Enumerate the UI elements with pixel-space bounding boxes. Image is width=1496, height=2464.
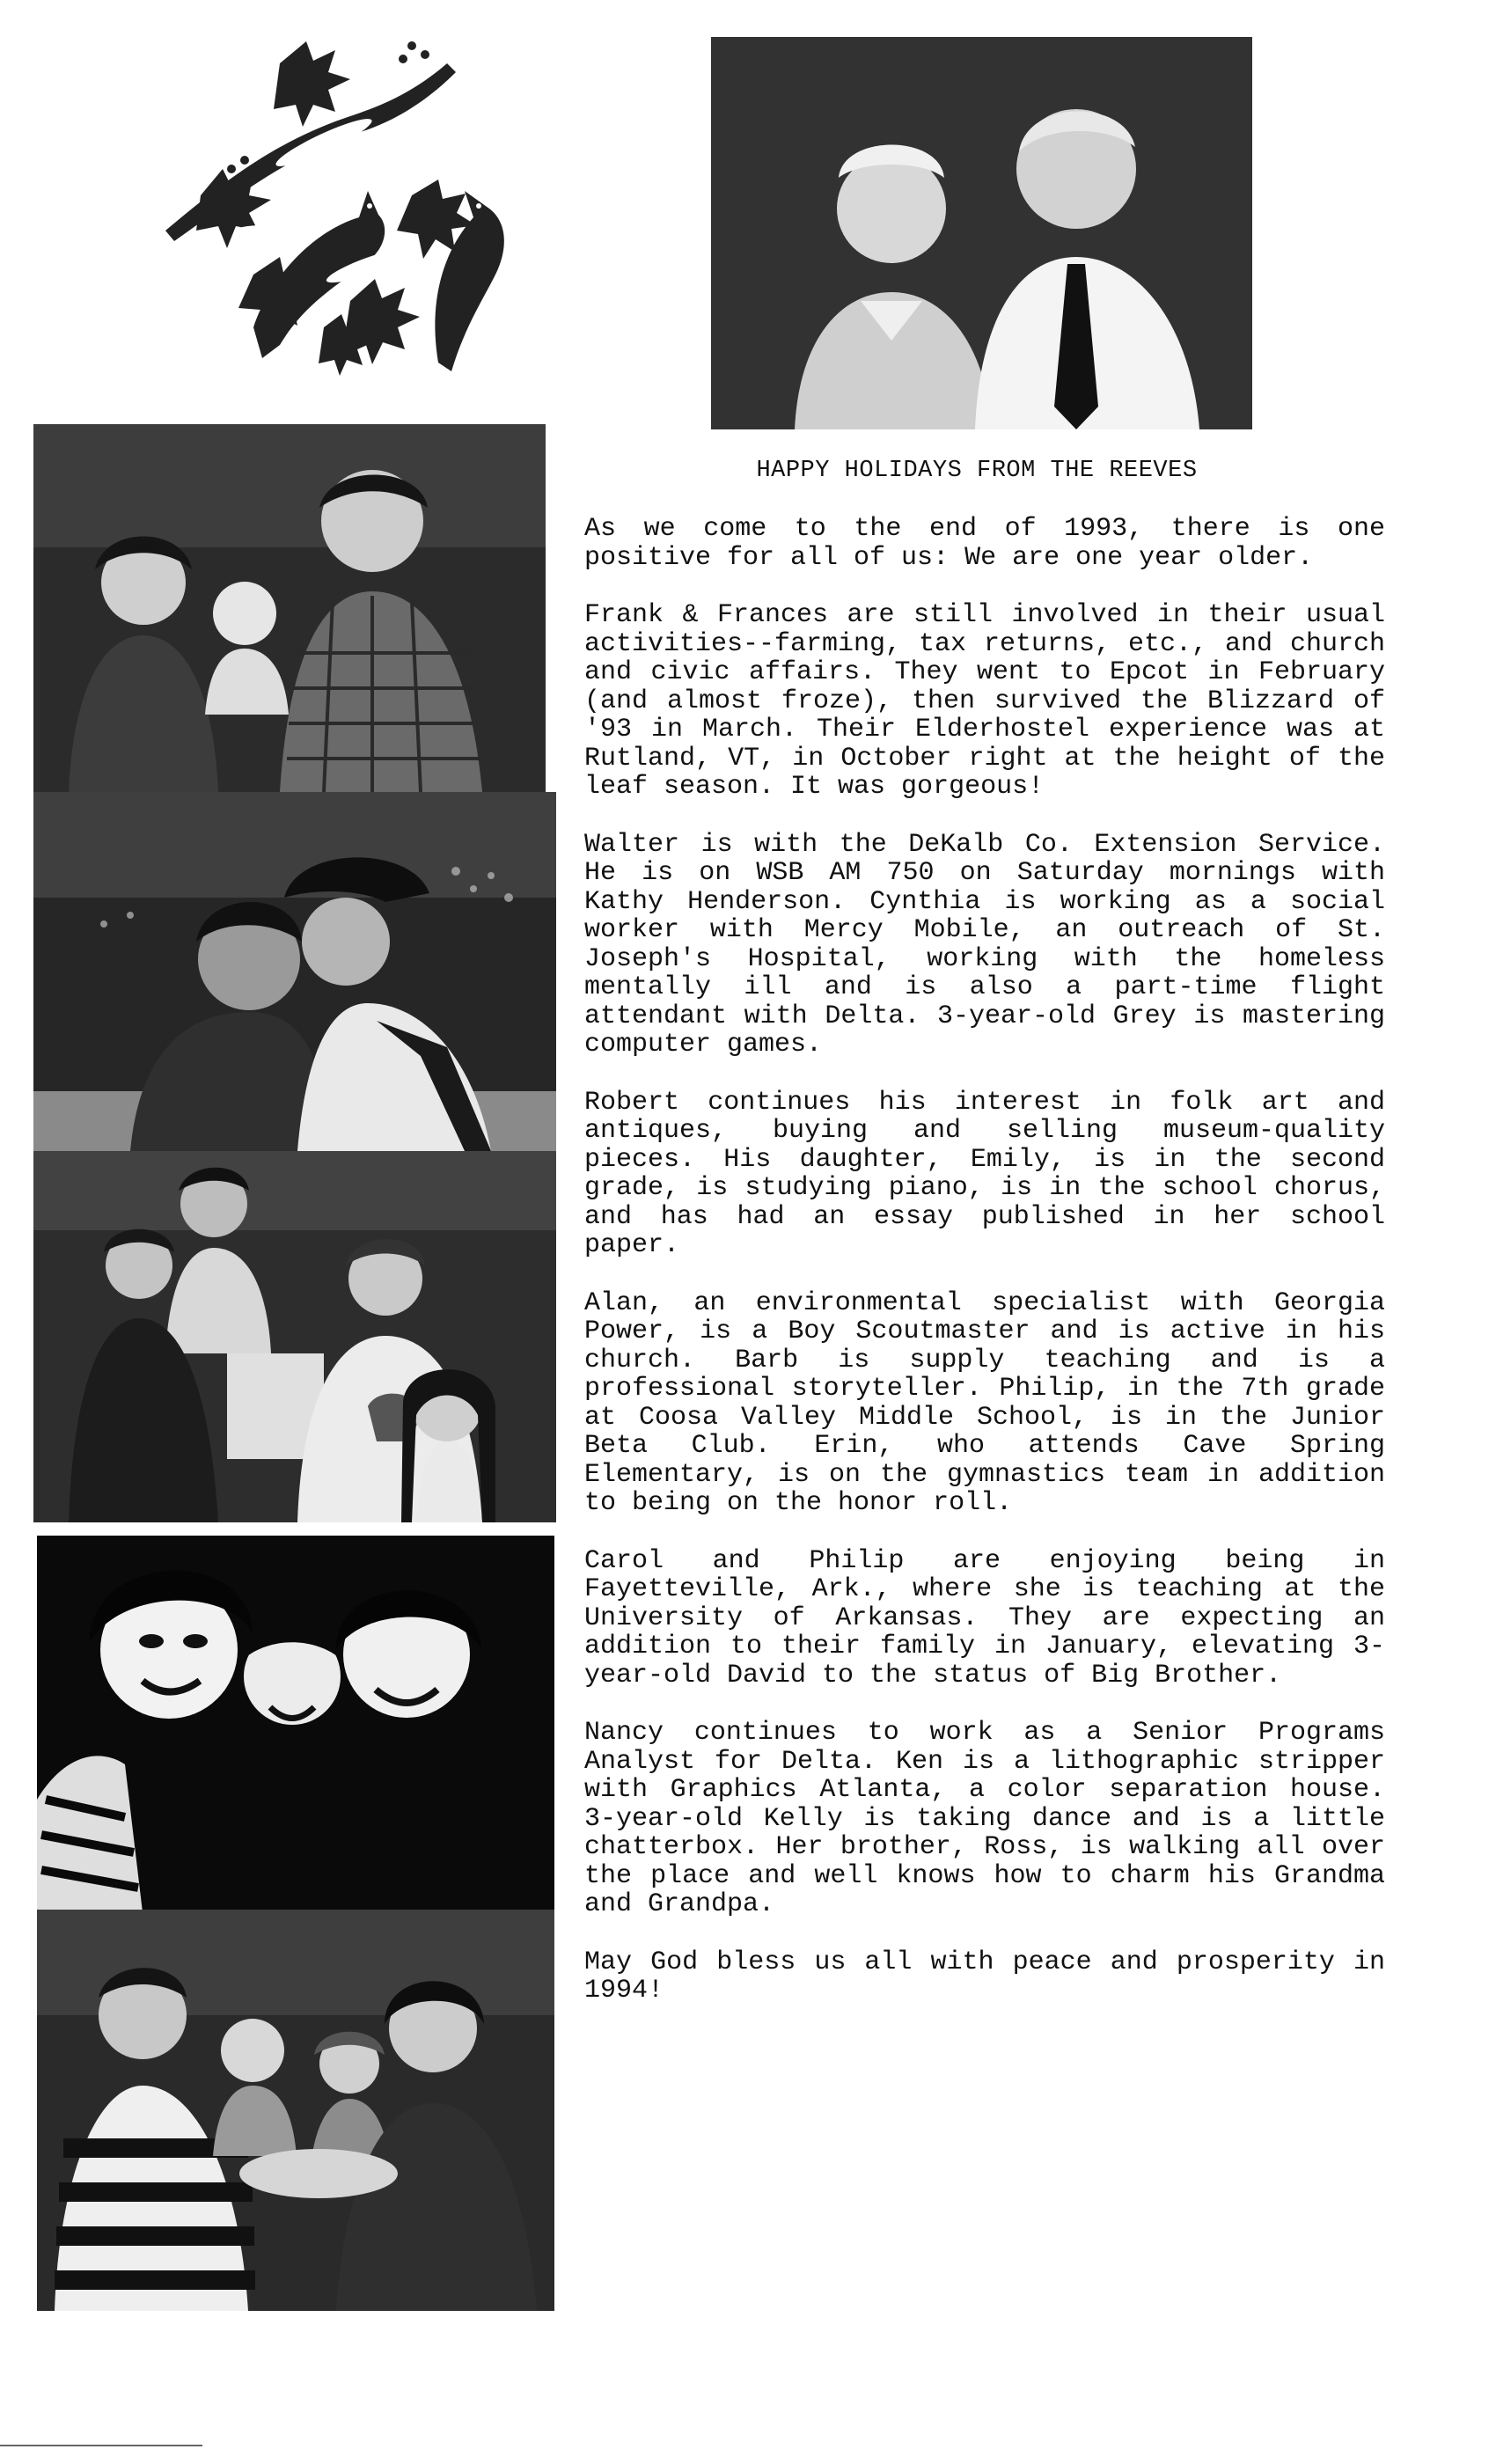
paragraph-intro: As we come to the end of 1993, there is one positive for all of us: We are one year older. [584,514,1385,573]
paragraph-carol-philip: Carol and Philip are enjoying being in Fayetteville, Ark., where she is teaching at the University of Arkansas. They are expecting an addition to their family in January, elevating 3-year-old David to the status of Big Brother. [584,1545,1385,1690]
couple-embracing-photo [33,792,556,1151]
paragraph-walter-cynthia: Walter is with the DeKalb Co. Extension Service. He is on WSB AM 750 on Saturday mornings with Kathy Henderson. Cynthia is working as a social worker with Mercy Mobile, an outreach of St. Joseph's Hospital, working with the homeless mentally ill and is also a part-time flight attendant with Delta. 3-year-old Grey is mastering computer games. [584,829,1385,1060]
family-of-three-photo [33,424,546,792]
mother-father-child-photo [37,1536,554,1912]
elderly-couple-photo [711,37,1252,429]
paragraph-closing: May God bless us all with peace and prosperity in 1994! [584,1947,1385,2006]
letter-heading: HAPPY HOLIDAYS FROM THE REEVES [756,458,1198,484]
paragraph-nancy-ken: Nancy continues to work as a Senior Programs Analyst for Delta. Ken is a lithographic stripper with Graphics Atlanta, a color separation house. 3-year-old Kelly is taking dance and is a little chatterbox. Her brother, Ross, is walking all over the place and well knows how to charm his Grandma and Grandpa. [584,1718,1385,1919]
holly-cardinals-clipart [148,11,535,398]
paragraph-frank-frances: Frank & Frances are still involved in their usual activities--farming, tax returns, etc., and church and civic affairs. They went to Epcot in February (and almost froze), then survived the Blizzard of '93 in March. Their Elderhostel experience was at Rutland, VT, in October right at the height of the leaf season. It was gorgeous! [584,600,1385,802]
footer-divider [0,2445,202,2446]
group-of-four-photo [33,1151,556,1522]
letter-body [584,515,1385,2035]
paragraph-alan-barb: Alan, an environmental specialist with Georgia Power, is a Boy Scoutmaster and is active in his church. Barb is supply teaching and is a professional storyteller. Philip, in the 7th grade at Coosa Valley Middle School, is in the Junior Beta Club. Erin, who attends Cave Spring Elementary, is on the gymnastics team in addition to being on the honor roll. [584,1287,1385,1518]
family-with-two-children-photo [37,1910,554,2311]
paragraph-robert: Robert continues his interest in folk art and antiques, buying and selling museum-quality pieces. His daughter, Emily, is in the second grade, is studying piano, is in the school chorus, and has had an essay published in her school paper. [584,1087,1385,1260]
